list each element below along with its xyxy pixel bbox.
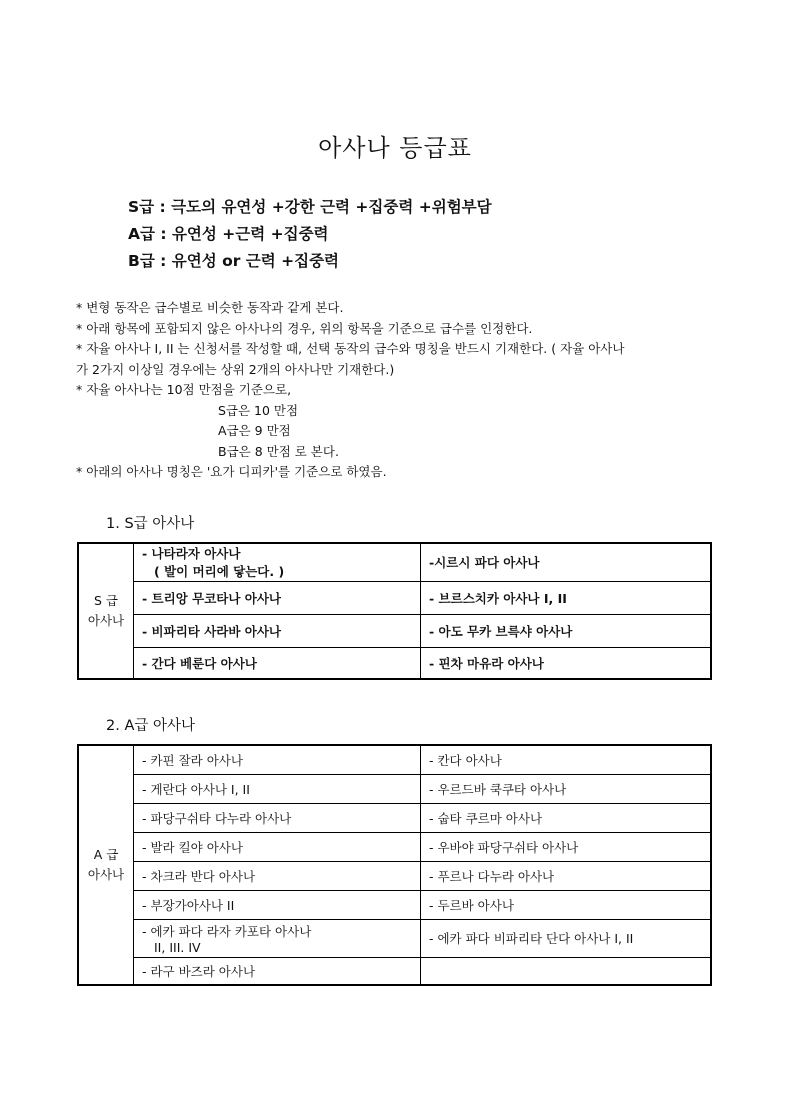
s-grade-header-line1: S 급: [94, 593, 118, 608]
s-row1-left: [134, 543, 421, 581]
table-row: [78, 543, 711, 581]
a-row2-left: - 게란다 아사나 I, II: [134, 774, 421, 803]
a-row5-right: - 푸르나 다누라 아사나: [421, 861, 712, 890]
table-row: [78, 745, 711, 774]
a-row4-left: - 발라 킬야 아사나: [134, 832, 421, 861]
note-5: * 아래의 아사나 명칭은 '요가 디피카'를 기준으로 하였음.: [76, 464, 387, 479]
s-row4-left: - 간다 베룬다 아사나: [134, 647, 421, 679]
table-row: [78, 890, 711, 919]
a-row7-left: [134, 919, 421, 957]
note-1: * 변형 동작은 급수별로 비슷한 동작과 같게 본다.: [76, 300, 344, 315]
table-row: [78, 581, 711, 614]
grade-b-definition: B급 : 유연성 or 근력 +집중력: [128, 252, 340, 270]
table-row: [78, 832, 711, 861]
a-grade-header-line2: 아사나: [87, 867, 125, 882]
grade-a-definition: A급 : 유연성 +근력 +집중력: [128, 225, 329, 243]
s-row1-right: -시르시 파다 아사나: [421, 543, 712, 581]
a-row5-left: - 차크라 반다 아사나: [134, 861, 421, 890]
s-grade-header-line2: 아사나: [87, 613, 125, 628]
note-3b: 가 2가지 이상일 경우에는 상위 2개의 아사나만 기재한다.): [76, 361, 395, 377]
a-row3-left: - 파당구쉬타 다누라 아사나: [134, 803, 421, 832]
note-a-score: A급은 9 만점: [218, 423, 291, 438]
table-row: [78, 774, 711, 803]
a-row6-right: - 두르바 아사나: [421, 890, 712, 919]
a-grade-header: [78, 745, 134, 985]
s-row4-right: - 핀차 마유라 아사나: [421, 647, 712, 679]
notes: [76, 298, 716, 483]
a-row2-right: - 우르드바 쿡쿠타 아사나: [421, 774, 712, 803]
s-section-title: 1. S급 아사나: [106, 516, 195, 532]
grade-s-definition: S급 : 극도의 유연성 +강한 근력 +집중력 +위험부담: [128, 198, 492, 216]
s-row1-left-note: ( 발이 머리에 닿는다. ): [154, 564, 285, 580]
a-row7-left-note: II, III. IV: [154, 939, 201, 955]
table-row: [78, 614, 711, 647]
a-row8-right: [421, 957, 712, 985]
a-row7-left-name: - 에카 파다 라자 카포타 아사나: [142, 923, 312, 939]
a-row7-right: - 에카 파다 비파리타 단다 아사나 I, II: [421, 919, 712, 957]
grade-definitions: [128, 196, 492, 277]
table-row: [78, 957, 711, 985]
a-row1-right: - 칸다 아사나: [421, 745, 712, 774]
s-grade-table: [77, 542, 712, 680]
s-row1-left-name: - 나타라자 아사나: [142, 546, 241, 562]
a-grade-table: [77, 744, 712, 986]
note-2: * 아래 항목에 포함되지 않은 아사나의 경우, 위의 항목을 기준으로 급수를 인정한다.: [76, 320, 533, 336]
a-row6-left: - 부장가아사나 II: [134, 890, 421, 919]
note-3a: * 자율 아사나 I, II 는 신청서를 작성할 때, 선택 동작의 급수와 명칭을 반드시 기재한다. ( 자율 아사나: [76, 341, 625, 356]
s-row3-left: - 비파리타 사라바 아사나: [134, 614, 421, 647]
page-title: 아사나 등급표: [318, 134, 472, 162]
a-grade-header-line1: A 급: [93, 847, 119, 862]
s-grade-header: [78, 543, 134, 679]
s-row3-right: - 아도 무카 브륵샤 아사나: [421, 614, 712, 647]
a-row4-right: - 우바야 파당구쉬타 아사나: [421, 832, 712, 861]
s-row2-left: - 트리앙 무코타나 아사나: [134, 581, 421, 614]
table-row: [78, 861, 711, 890]
table-row: [78, 803, 711, 832]
a-section-title: 2. A급 아사나: [106, 718, 195, 734]
a-row1-left: - 카핀 잘라 아사나: [134, 745, 421, 774]
table-row: [78, 919, 711, 957]
note-s-score: S급은 10 만점: [218, 402, 299, 418]
a-row3-right: - 숩타 쿠르마 아사나: [421, 803, 712, 832]
a-row8-left: - 라구 바즈라 아사나: [134, 957, 421, 985]
note-4: * 자율 아사나는 10점 만점을 기준으로,: [76, 382, 292, 397]
s-row2-right: - 브르스치카 아사나 I, II: [421, 581, 712, 614]
table-row: [78, 647, 711, 679]
note-b-score: B급은 8 만점 로 본다.: [218, 443, 339, 459]
